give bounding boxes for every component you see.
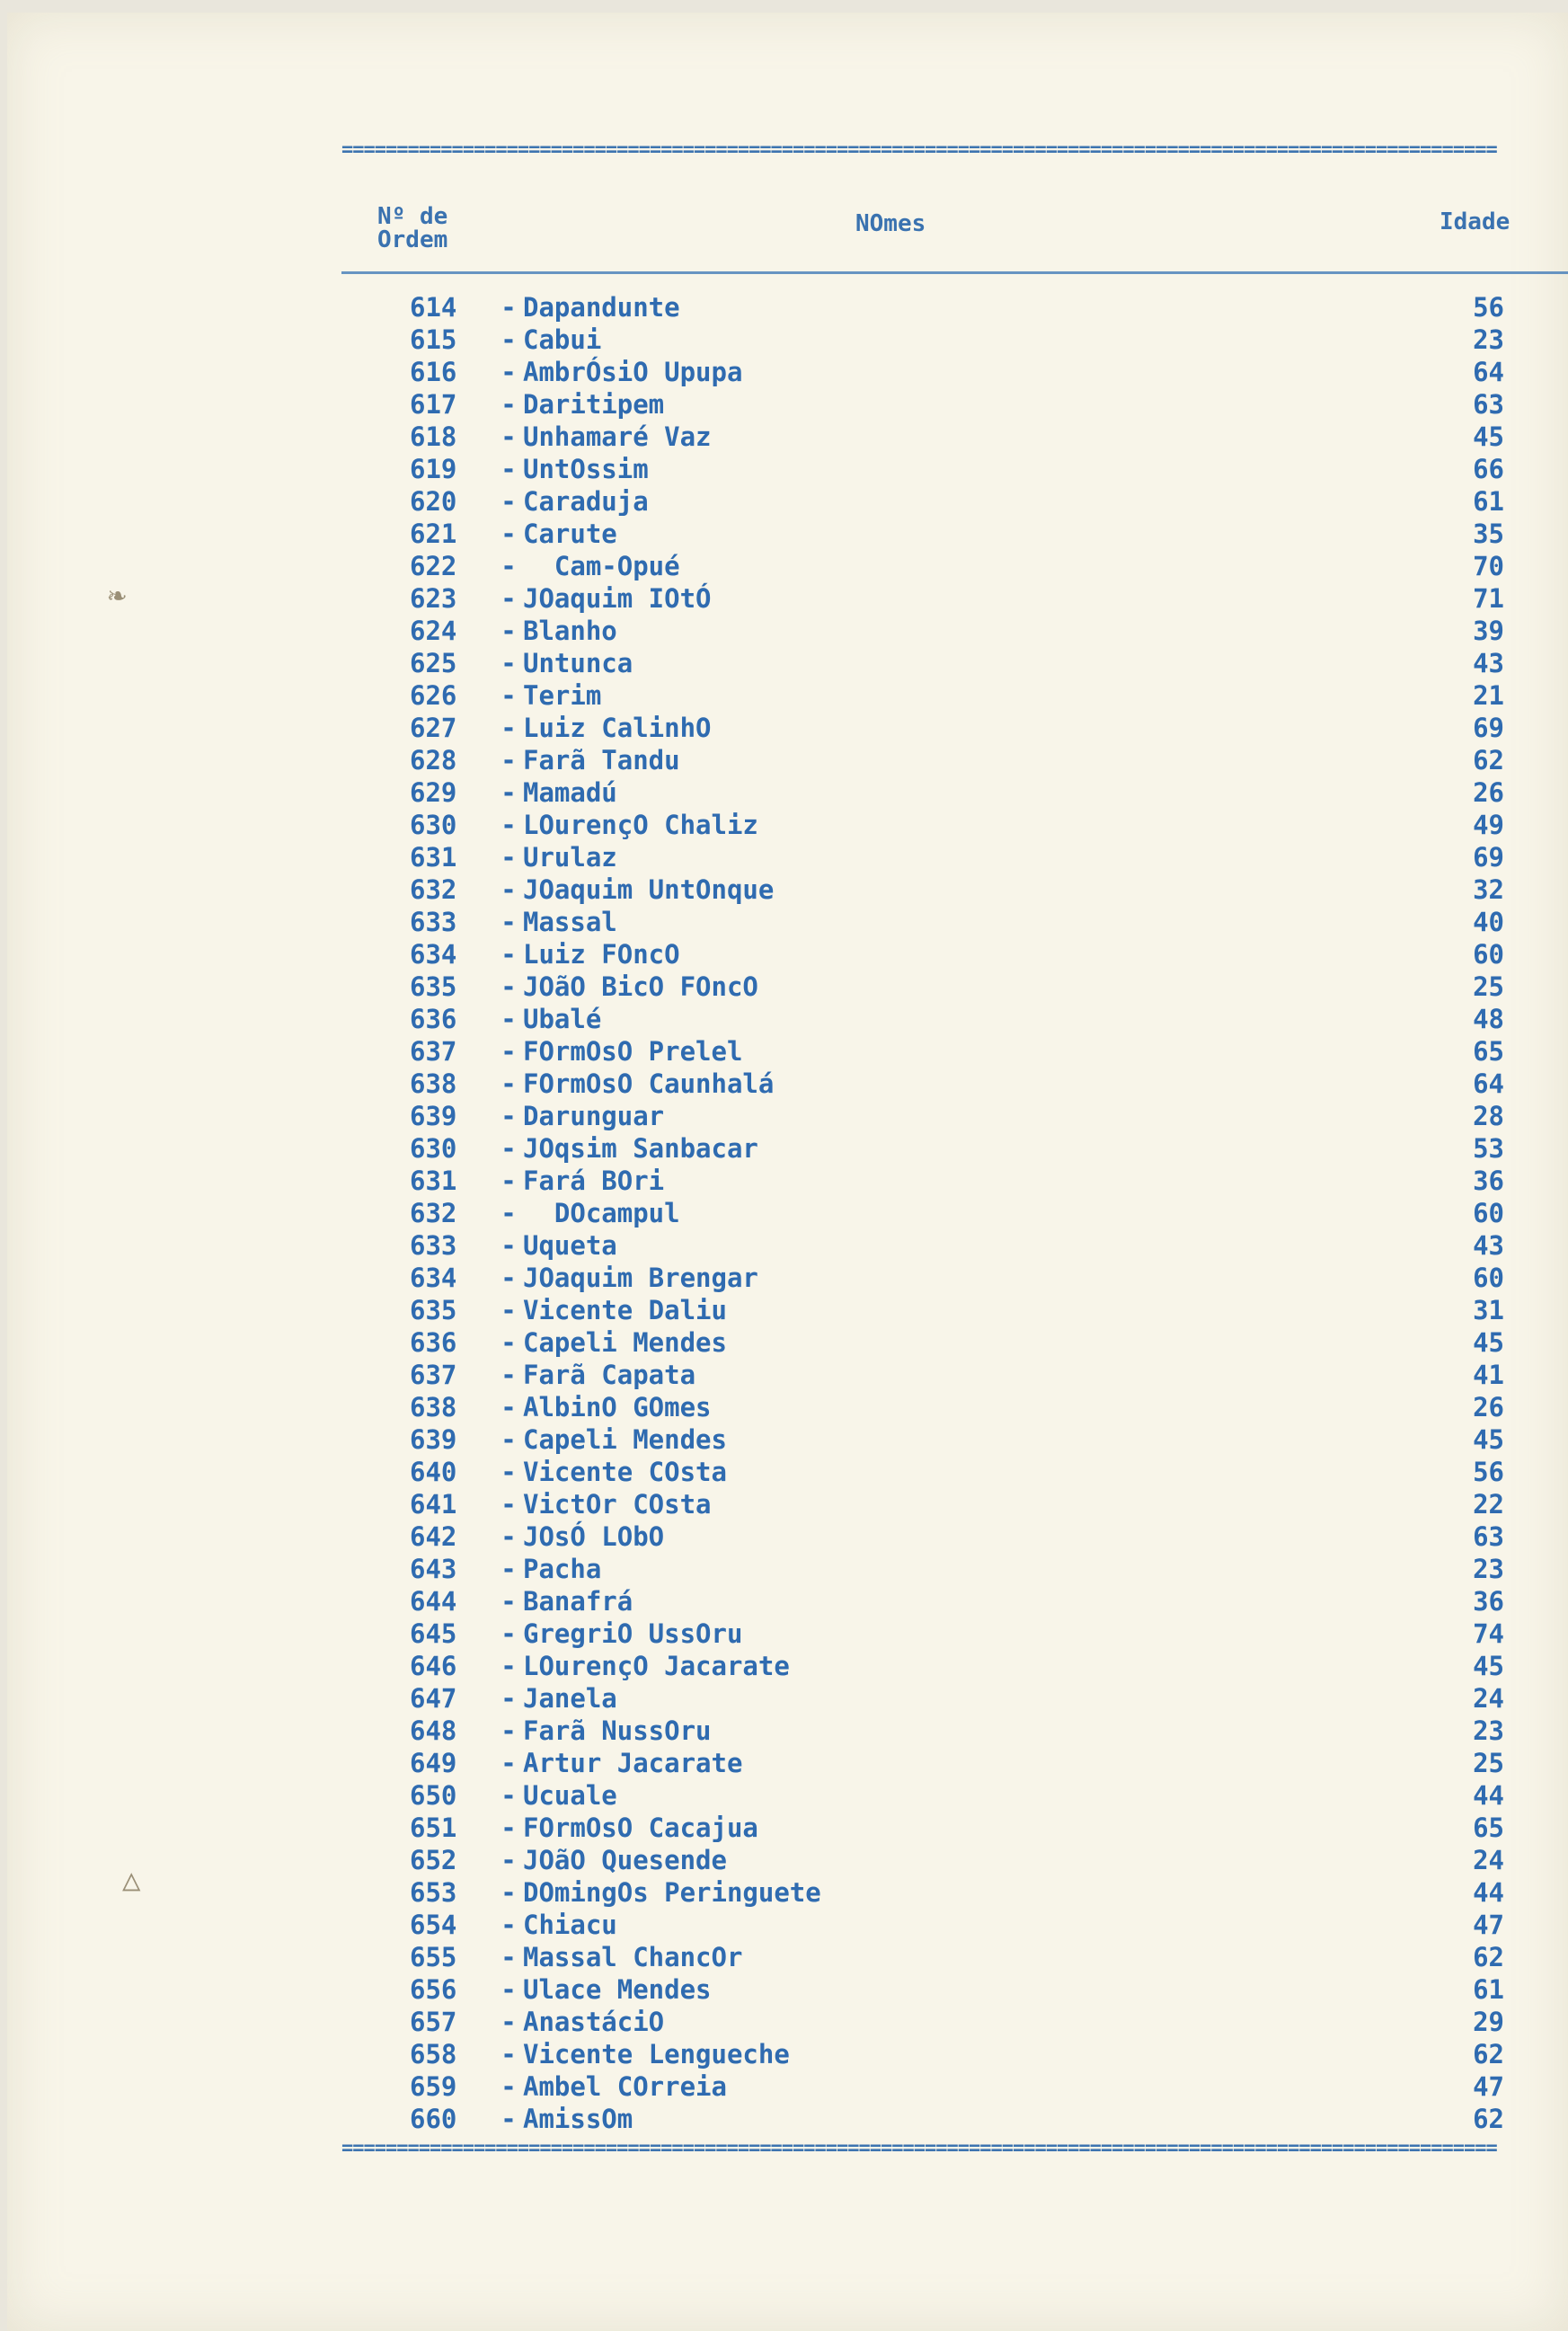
row-number: 625	[410, 648, 457, 678]
list-item	[7, 1650, 1568, 1682]
row-age: 21	[1473, 680, 1504, 711]
row-dash: -	[501, 2039, 517, 2070]
row-name: JOaquim Brengar	[523, 1263, 758, 1293]
row-age: 74	[1473, 1618, 1504, 1649]
row-name: Pacha	[523, 1554, 602, 1584]
row-dash: -	[501, 616, 517, 646]
row-number: 618	[410, 421, 457, 452]
row-name: Ucuale	[523, 1780, 617, 1811]
row-dash: -	[501, 648, 517, 678]
row-dash: -	[501, 1489, 517, 1520]
row-age: 45	[1473, 1651, 1504, 1681]
row-age: 47	[1473, 1910, 1504, 1940]
header-underline	[341, 271, 1568, 274]
row-dash: -	[501, 1780, 517, 1811]
list-item	[7, 1747, 1568, 1779]
row-number: 644	[410, 1586, 457, 1617]
row-number: 643	[410, 1554, 457, 1584]
row-number: 634	[410, 1263, 457, 1293]
row-dash: -	[501, 486, 517, 517]
row-number: 635	[410, 971, 457, 1002]
row-number: 628	[410, 745, 457, 776]
column-header-number	[377, 205, 485, 252]
row-dash: -	[501, 1845, 517, 1875]
row-dash: -	[501, 971, 517, 1002]
row-name: JOsÓ LObO	[523, 1521, 665, 1552]
row-age: 26	[1473, 777, 1504, 808]
row-name: DOcampul	[523, 1198, 680, 1228]
list-item	[7, 809, 1568, 841]
list-item	[7, 1359, 1568, 1391]
column-header-names: NOmes	[855, 210, 926, 237]
row-age: 49	[1473, 810, 1504, 840]
list-item	[7, 776, 1568, 809]
row-name: Artur Jacarate	[523, 1748, 743, 1778]
row-age: 60	[1473, 939, 1504, 970]
roster-list	[7, 291, 1568, 2135]
row-number: 635	[410, 1295, 457, 1325]
row-name: LOurençO Chaliz	[523, 810, 758, 840]
row-dash: -	[501, 1263, 517, 1293]
row-dash: -	[501, 1877, 517, 1908]
header-number-line-2: Ordem	[377, 226, 448, 253]
row-name: Darunguar	[523, 1101, 665, 1131]
row-name: Terim	[523, 680, 602, 711]
row-age: 53	[1473, 1133, 1504, 1164]
row-number: 658	[410, 2039, 457, 2070]
row-dash: -	[501, 713, 517, 743]
list-item	[7, 1262, 1568, 1294]
row-name: FOrmOsO Caunhalá	[523, 1068, 775, 1099]
row-dash: -	[501, 1813, 517, 1843]
row-age: 24	[1473, 1683, 1504, 1714]
row-number: 655	[410, 1942, 457, 1972]
row-dash: -	[501, 1295, 517, 1325]
header-number-line-1: Nº de	[377, 203, 448, 230]
row-name: JOãO BicO FOncO	[523, 971, 758, 1002]
row-age: 61	[1473, 1974, 1504, 2005]
row-number: 630	[410, 1133, 457, 1164]
row-dash: -	[501, 1942, 517, 1972]
row-name: Luiz CalinhO	[523, 713, 712, 743]
row-number: 631	[410, 1166, 457, 1196]
list-item	[7, 2070, 1568, 2103]
list-item	[7, 388, 1568, 421]
row-name: Cabui	[523, 324, 602, 355]
column-header-age: Idade	[1440, 208, 1510, 235]
row-name: Uqueta	[523, 1230, 617, 1261]
row-age: 25	[1473, 1748, 1504, 1778]
list-item	[7, 1812, 1568, 1844]
row-name: Ubalé	[523, 1004, 602, 1034]
row-dash: -	[501, 1166, 517, 1196]
row-dash: -	[501, 907, 517, 937]
row-age: 41	[1473, 1360, 1504, 1390]
top-separator: =========================================================================================================	[341, 144, 1497, 156]
row-name: Blanho	[523, 616, 617, 646]
row-number: 638	[410, 1392, 457, 1423]
row-name: Carute	[523, 518, 617, 549]
row-dash: -	[501, 1586, 517, 1617]
list-item	[7, 2006, 1568, 2038]
list-item	[7, 1294, 1568, 1326]
list-item	[7, 1165, 1568, 1197]
row-name: JOaquim IOtÓ	[523, 583, 712, 614]
list-item	[7, 906, 1568, 938]
row-dash: -	[501, 2007, 517, 2037]
row-number: 659	[410, 2071, 457, 2102]
row-age: 64	[1473, 1068, 1504, 1099]
row-number: 653	[410, 1877, 457, 1908]
row-name: Vicente Lengueche	[523, 2039, 790, 2070]
list-item	[7, 582, 1568, 615]
row-dash: -	[501, 1715, 517, 1746]
row-name: UntOssim	[523, 454, 649, 484]
row-number: 621	[410, 518, 457, 549]
row-name: Caraduja	[523, 486, 649, 517]
row-name: LOurençO Jacarate	[523, 1651, 790, 1681]
row-dash: -	[501, 1230, 517, 1261]
list-item	[7, 1715, 1568, 1747]
row-number: 616	[410, 357, 457, 387]
row-dash: -	[501, 1424, 517, 1455]
row-dash: -	[501, 454, 517, 484]
bottom-separator: =========================================================================================================	[341, 2142, 1497, 2155]
row-age: 62	[1473, 745, 1504, 776]
row-dash: -	[501, 1133, 517, 1164]
list-item	[7, 873, 1568, 906]
row-dash: -	[501, 680, 517, 711]
row-dash: -	[501, 1360, 517, 1390]
row-dash: -	[501, 292, 517, 323]
row-dash: -	[501, 810, 517, 840]
list-item	[7, 1618, 1568, 1650]
row-dash: -	[501, 1683, 517, 1714]
row-number: 652	[410, 1845, 457, 1875]
row-dash: -	[501, 421, 517, 452]
row-number: 626	[410, 680, 457, 711]
row-dash: -	[501, 551, 517, 581]
row-number: 638	[410, 1068, 457, 1099]
row-age: 63	[1473, 1521, 1504, 1552]
list-item	[7, 550, 1568, 582]
row-dash: -	[501, 777, 517, 808]
row-dash: -	[501, 1618, 517, 1649]
row-name: JOaquim UntOnque	[523, 874, 775, 905]
row-name: Luiz FOncO	[523, 939, 680, 970]
row-number: 649	[410, 1748, 457, 1778]
list-item	[7, 1520, 1568, 1553]
row-number: 647	[410, 1683, 457, 1714]
row-age: 64	[1473, 357, 1504, 387]
row-age: 25	[1473, 971, 1504, 1002]
row-number: 660	[410, 2104, 457, 2134]
row-name: Unhamaré Vaz	[523, 421, 712, 452]
stray-mark: △	[122, 1862, 141, 1898]
row-age: 32	[1473, 874, 1504, 905]
list-item	[7, 1553, 1568, 1585]
list-item	[7, 1229, 1568, 1262]
row-name: Mamadú	[523, 777, 617, 808]
row-name: Farã Capata	[523, 1360, 696, 1390]
row-number: 637	[410, 1360, 457, 1390]
row-age: 60	[1473, 1198, 1504, 1228]
row-name: Farã NussOru	[523, 1715, 712, 1746]
list-item	[7, 744, 1568, 776]
row-name: Daritipem	[523, 389, 665, 420]
row-number: 654	[410, 1910, 457, 1940]
row-age: 71	[1473, 583, 1504, 614]
row-age: 56	[1473, 292, 1504, 323]
list-item	[7, 1423, 1568, 1456]
row-age: 63	[1473, 389, 1504, 420]
row-dash: -	[501, 1392, 517, 1423]
list-item	[7, 2103, 1568, 2135]
row-age: 66	[1473, 454, 1504, 484]
row-name: Vicente Daliu	[523, 1295, 727, 1325]
row-age: 62	[1473, 2104, 1504, 2134]
list-item	[7, 291, 1568, 324]
row-name: FOrmOsO Prelel	[523, 1036, 743, 1067]
row-number: 639	[410, 1101, 457, 1131]
list-item	[7, 679, 1568, 712]
row-age: 65	[1473, 1813, 1504, 1843]
list-item	[7, 971, 1568, 1003]
list-item	[7, 421, 1568, 453]
row-name: AlbinO GOmes	[523, 1392, 712, 1423]
row-name: Untunca	[523, 648, 633, 678]
list-item	[7, 1100, 1568, 1132]
row-number: 637	[410, 1036, 457, 1067]
list-item	[7, 1876, 1568, 1909]
row-number: 633	[410, 907, 457, 937]
row-name: Chiacu	[523, 1910, 617, 1940]
row-name: Ulace Mendes	[523, 1974, 712, 2005]
row-age: 61	[1473, 486, 1504, 517]
list-item	[7, 712, 1568, 744]
row-age: 48	[1473, 1004, 1504, 1034]
list-item	[7, 1779, 1568, 1812]
list-item	[7, 1132, 1568, 1165]
row-number: 645	[410, 1618, 457, 1649]
row-number: 646	[410, 1651, 457, 1681]
row-dash: -	[501, 1521, 517, 1552]
row-age: 23	[1473, 1715, 1504, 1746]
row-dash: -	[501, 1068, 517, 1099]
row-age: 45	[1473, 421, 1504, 452]
list-item	[7, 1456, 1568, 1488]
row-dash: -	[501, 1036, 517, 1067]
row-name: Farã Tandu	[523, 745, 680, 776]
list-item	[7, 1844, 1568, 1876]
row-age: 43	[1473, 648, 1504, 678]
row-age: 70	[1473, 551, 1504, 581]
list-item	[7, 1585, 1568, 1618]
row-age: 40	[1473, 907, 1504, 937]
row-dash: -	[501, 1004, 517, 1034]
list-item	[7, 1391, 1568, 1423]
row-age: 47	[1473, 2071, 1504, 2102]
row-age: 35	[1473, 518, 1504, 549]
row-name: Dapandunte	[523, 292, 680, 323]
list-item	[7, 1682, 1568, 1715]
row-number: 623	[410, 583, 457, 614]
row-number: 622	[410, 551, 457, 581]
row-number: 629	[410, 777, 457, 808]
row-name: JOqsim Sanbacar	[523, 1133, 758, 1164]
row-dash: -	[501, 2071, 517, 2102]
row-name: Capeli Mendes	[523, 1327, 727, 1358]
list-item	[7, 1068, 1568, 1100]
list-item	[7, 324, 1568, 356]
row-number: 631	[410, 842, 457, 873]
row-name: VictOr COsta	[523, 1489, 712, 1520]
row-number: 615	[410, 324, 457, 355]
row-dash: -	[501, 745, 517, 776]
row-age: 62	[1473, 1942, 1504, 1972]
row-number: 632	[410, 1198, 457, 1228]
row-age: 22	[1473, 1489, 1504, 1520]
row-number: 619	[410, 454, 457, 484]
list-item	[7, 485, 1568, 518]
list-item	[7, 356, 1568, 388]
row-dash: -	[501, 1974, 517, 2005]
row-age: 56	[1473, 1457, 1504, 1487]
list-item	[7, 841, 1568, 873]
row-name: Massal	[523, 907, 617, 937]
row-age: 62	[1473, 2039, 1504, 2070]
row-age: 69	[1473, 842, 1504, 873]
row-age: 36	[1473, 1166, 1504, 1196]
row-dash: -	[501, 1651, 517, 1681]
row-number: 614	[410, 292, 457, 323]
row-number: 634	[410, 939, 457, 970]
row-dash: -	[501, 1910, 517, 1940]
row-name: GregriO UssOru	[523, 1618, 743, 1649]
row-dash: -	[501, 389, 517, 420]
row-age: 28	[1473, 1101, 1504, 1131]
row-dash: -	[501, 1748, 517, 1778]
row-age: 39	[1473, 616, 1504, 646]
list-item	[7, 1973, 1568, 2006]
row-dash: -	[501, 2104, 517, 2134]
typed-page	[7, 13, 1568, 2331]
list-item	[7, 1941, 1568, 1973]
row-dash: -	[501, 1327, 517, 1358]
row-number: 627	[410, 713, 457, 743]
row-number: 632	[410, 874, 457, 905]
row-number: 620	[410, 486, 457, 517]
list-item	[7, 518, 1568, 550]
row-number: 641	[410, 1489, 457, 1520]
stray-mark: ❧	[108, 577, 127, 613]
row-age: 29	[1473, 2007, 1504, 2037]
row-dash: -	[501, 842, 517, 873]
row-age: 44	[1473, 1877, 1504, 1908]
row-number: 636	[410, 1327, 457, 1358]
row-age: 69	[1473, 713, 1504, 743]
list-item	[7, 938, 1568, 971]
row-number: 642	[410, 1521, 457, 1552]
row-age: 24	[1473, 1845, 1504, 1875]
row-name: AmissOm	[523, 2104, 633, 2134]
row-number: 633	[410, 1230, 457, 1261]
row-number: 656	[410, 1974, 457, 2005]
row-name: AmbrÓsiO Upupa	[523, 357, 743, 387]
row-number: 648	[410, 1715, 457, 1746]
row-age: 26	[1473, 1392, 1504, 1423]
row-age: 23	[1473, 324, 1504, 355]
row-name: Banafrá	[523, 1586, 633, 1617]
list-item	[7, 453, 1568, 485]
row-number: 639	[410, 1424, 457, 1455]
row-name: Cam-Opué	[523, 551, 680, 581]
list-item	[7, 647, 1568, 679]
row-age: 45	[1473, 1327, 1504, 1358]
row-name: Urulaz	[523, 842, 617, 873]
list-item	[7, 1197, 1568, 1229]
row-number: 617	[410, 389, 457, 420]
row-number: 636	[410, 1004, 457, 1034]
row-number: 630	[410, 810, 457, 840]
list-item	[7, 2038, 1568, 2070]
row-name: DOmingOs Peringuete	[523, 1877, 821, 1908]
list-item	[7, 1909, 1568, 1941]
row-age: 43	[1473, 1230, 1504, 1261]
row-dash: -	[501, 1457, 517, 1487]
row-dash: -	[501, 518, 517, 549]
list-item	[7, 1003, 1568, 1035]
row-age: 23	[1473, 1554, 1504, 1584]
row-name: Janela	[523, 1683, 617, 1714]
row-dash: -	[501, 583, 517, 614]
row-number: 651	[410, 1813, 457, 1843]
list-item	[7, 1488, 1568, 1520]
row-dash: -	[501, 357, 517, 387]
row-dash: -	[501, 324, 517, 355]
row-number: 624	[410, 616, 457, 646]
row-name: FOrmOsO Cacajua	[523, 1813, 758, 1843]
row-dash: -	[501, 874, 517, 905]
row-dash: -	[501, 939, 517, 970]
row-name: Fará BOri	[523, 1166, 665, 1196]
row-number: 640	[410, 1457, 457, 1487]
row-name: Vicente COsta	[523, 1457, 727, 1487]
row-name: Massal ChancOr	[523, 1942, 743, 1972]
row-dash: -	[501, 1101, 517, 1131]
row-dash: -	[501, 1554, 517, 1584]
list-item	[7, 1035, 1568, 1068]
row-name: JOãO Quesende	[523, 1845, 727, 1875]
row-name: Capeli Mendes	[523, 1424, 727, 1455]
row-dash: -	[501, 1198, 517, 1228]
row-number: 650	[410, 1780, 457, 1811]
row-age: 36	[1473, 1586, 1504, 1617]
row-age: 45	[1473, 1424, 1504, 1455]
row-number: 657	[410, 2007, 457, 2037]
row-name: Ambel COrreia	[523, 2071, 727, 2102]
row-age: 60	[1473, 1263, 1504, 1293]
list-item	[7, 1326, 1568, 1359]
row-age: 65	[1473, 1036, 1504, 1067]
row-age: 31	[1473, 1295, 1504, 1325]
list-item	[7, 615, 1568, 647]
row-name: AnastáciO	[523, 2007, 665, 2037]
row-age: 44	[1473, 1780, 1504, 1811]
